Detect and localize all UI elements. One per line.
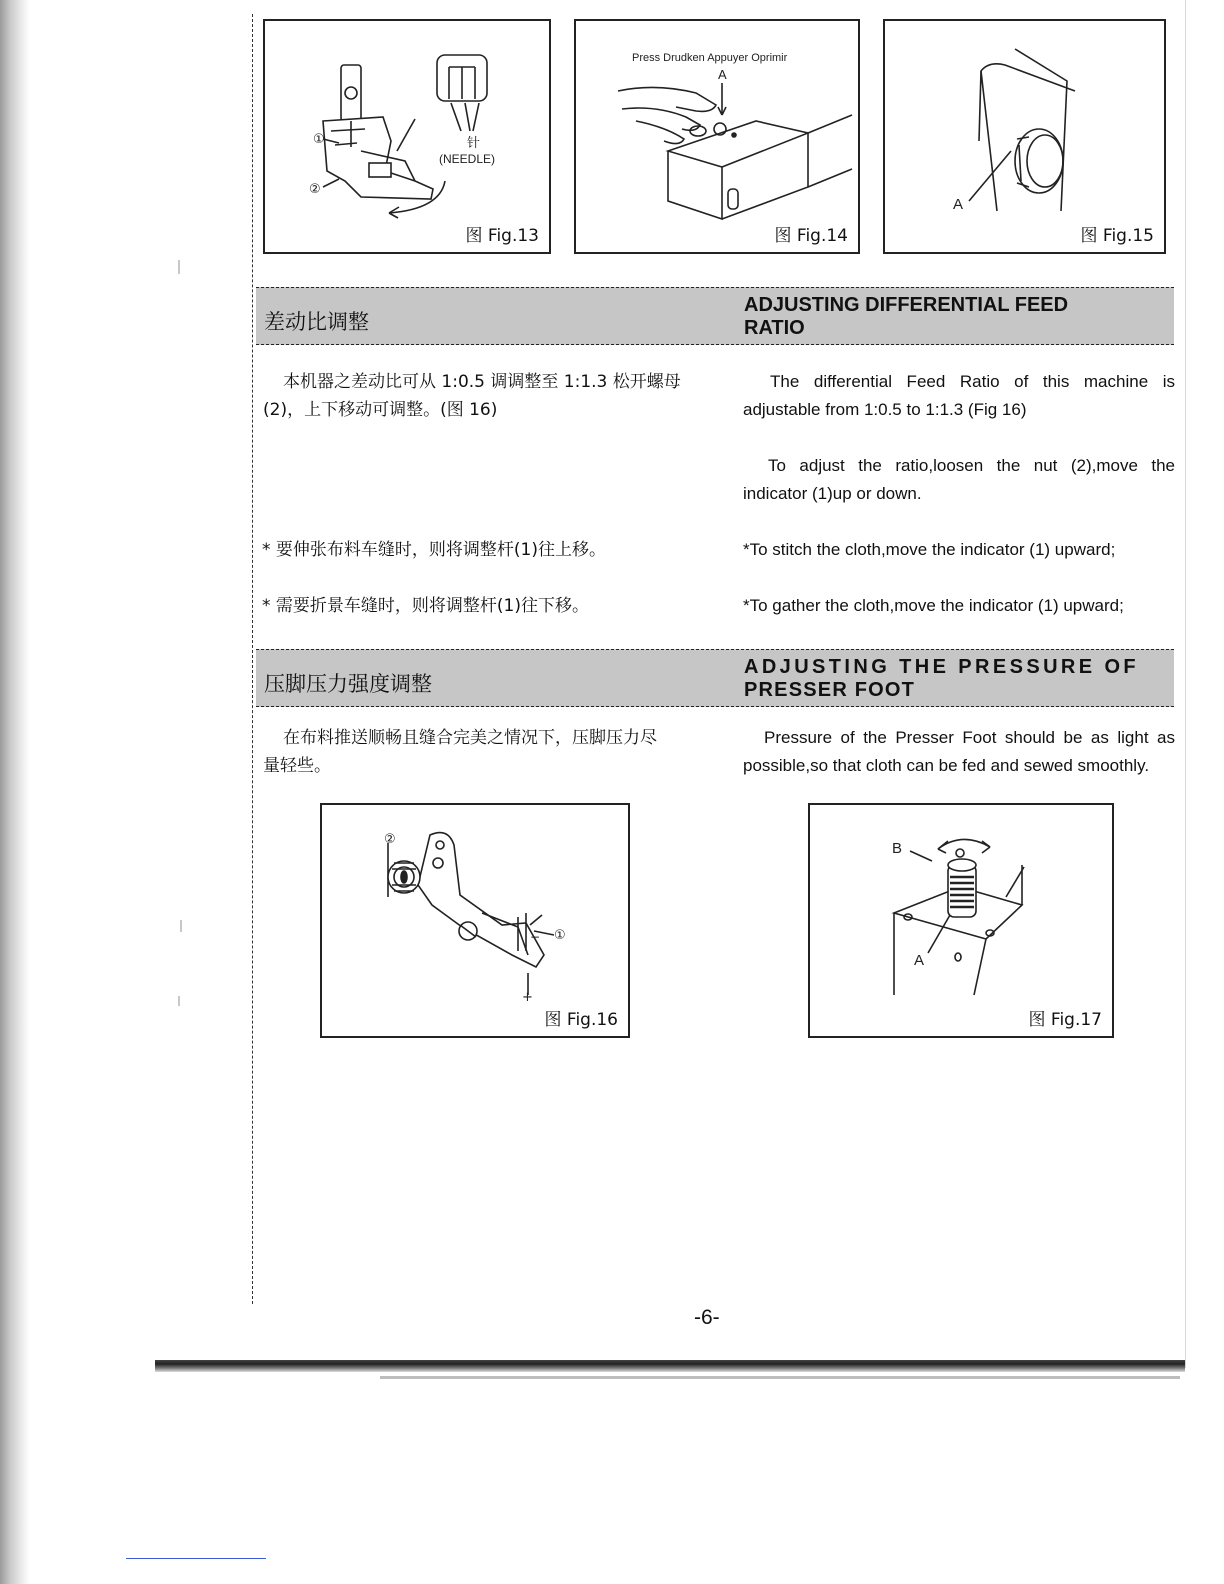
page-underlayer [380, 1376, 1180, 1379]
fig16-minus-label: − [530, 930, 541, 944]
section1-en-para1-line2: adjustable from 1:0.5 to 1:1.3 (Fig 16) [743, 400, 1027, 419]
figure-13 [263, 19, 551, 254]
section1-header-band [256, 287, 1174, 345]
section1-en-paragraph1 [743, 368, 1175, 424]
fig15-label-a: A [953, 196, 964, 213]
section1-en-para2-line1: To adjust the ratio,loosen the nut (2),move the [768, 456, 1175, 475]
fig15-caption: 图 Fig.15 [1080, 226, 1154, 246]
fig17-caption: 图 Fig.17 [1028, 1010, 1102, 1030]
section1-en-paragraph2 [743, 452, 1175, 508]
fig13-marker-2: ② [309, 182, 321, 197]
section1-en-para2-line2: indicator (1)up or down. [743, 484, 922, 503]
section1-cn-para-line1: 本机器之差动比可从 1:0.5 调调整至 1:1.3 松开螺母 [283, 372, 681, 392]
scan-smudge [178, 260, 180, 274]
fig13-marker-1: ① [313, 132, 325, 147]
scan-gutter [0, 0, 30, 1584]
section2-title-en-line1: ADJUSTING THE PRESSURE OF [744, 656, 1140, 678]
margin-dashed-line [252, 14, 253, 1304]
fig14-press-label: Press Drudken Appuyer Oprimir [632, 52, 788, 64]
section1-en-bullet2: *To gather the cloth,move the indicator (1) upward; [743, 596, 1124, 615]
fig15-illustration [885, 21, 1164, 252]
figure-14 [574, 19, 860, 254]
section2-header-band [256, 649, 1174, 707]
blue-scan-line [126, 1558, 266, 1559]
page-number: -6- [694, 1306, 720, 1329]
section1-cn-para-line2: (2)，上下移动可调整。(图 16) [263, 400, 498, 420]
section1-title-en [744, 294, 1068, 340]
section1-cn-bullet1: * 要伸张布料车缝时，则将调整杆(1)往上移。 [262, 540, 606, 560]
section1-en-para1-line1: The differential Feed Ratio of this machine is [770, 372, 1175, 391]
figure-15 [883, 19, 1166, 254]
section2-en-para-line1: Pressure of the Presser Foot should be as light as [764, 728, 1175, 747]
fig17-label-a: A [914, 952, 925, 969]
section2-en-para-line2: possible,so that cloth can be fed and sewed smoothly. [743, 756, 1150, 775]
page-bottom-shadow [155, 1360, 1185, 1372]
section1-title-en-line1: ADJUSTING DIFFERENTIAL FEED [744, 294, 1069, 316]
section2-title-en [744, 656, 1139, 702]
scan-smudge [180, 920, 182, 932]
section2-cn-para-line2: 量轻些。 [263, 756, 331, 776]
scan-smudge [178, 996, 180, 1006]
section1-title-en-line2: RATIO [744, 317, 805, 339]
fig16-plus-label: + [522, 990, 533, 1005]
fig16-marker-1: ① [554, 928, 566, 943]
fig14-illustration [576, 21, 858, 252]
fig13-illustration [265, 21, 549, 252]
figure-16 [320, 803, 630, 1038]
fig17-illustration [810, 805, 1112, 1036]
section2-cn-para-line1: 在布料推送顺畅且缝合完美之情况下，压脚压力尽 [283, 728, 657, 748]
section1-cn-bullet2: * 需要折景车缝时，则将调整杆(1)往下移。 [262, 596, 589, 616]
fig17-label-b: B [892, 840, 903, 857]
section2-en-paragraph [743, 724, 1175, 780]
fig14-caption: 图 Fig.14 [774, 226, 848, 246]
section1-title-cn: 差动比调整 [264, 310, 369, 334]
fig13-needle-cn: 针 [467, 136, 481, 151]
section2-title-cn: 压脚压力强度调整 [264, 672, 432, 696]
fig13-needle-en: (NEEDLE) [439, 152, 496, 166]
fig16-marker-2: ② [384, 832, 396, 847]
fig16-illustration [322, 805, 628, 1036]
figure-17 [808, 803, 1114, 1038]
section1-cn-paragraph [263, 368, 687, 424]
section2-title-en-line2: PRESSER FOOT [744, 679, 916, 701]
fig13-caption: 图 Fig.13 [465, 226, 539, 246]
fig14-label-a: A [718, 67, 727, 82]
section1-en-bullet1: *To stitch the cloth,move the indicator (1) upward; [743, 540, 1116, 559]
section2-cn-paragraph [263, 724, 687, 780]
fig16-caption: 图 Fig.16 [544, 1010, 618, 1030]
